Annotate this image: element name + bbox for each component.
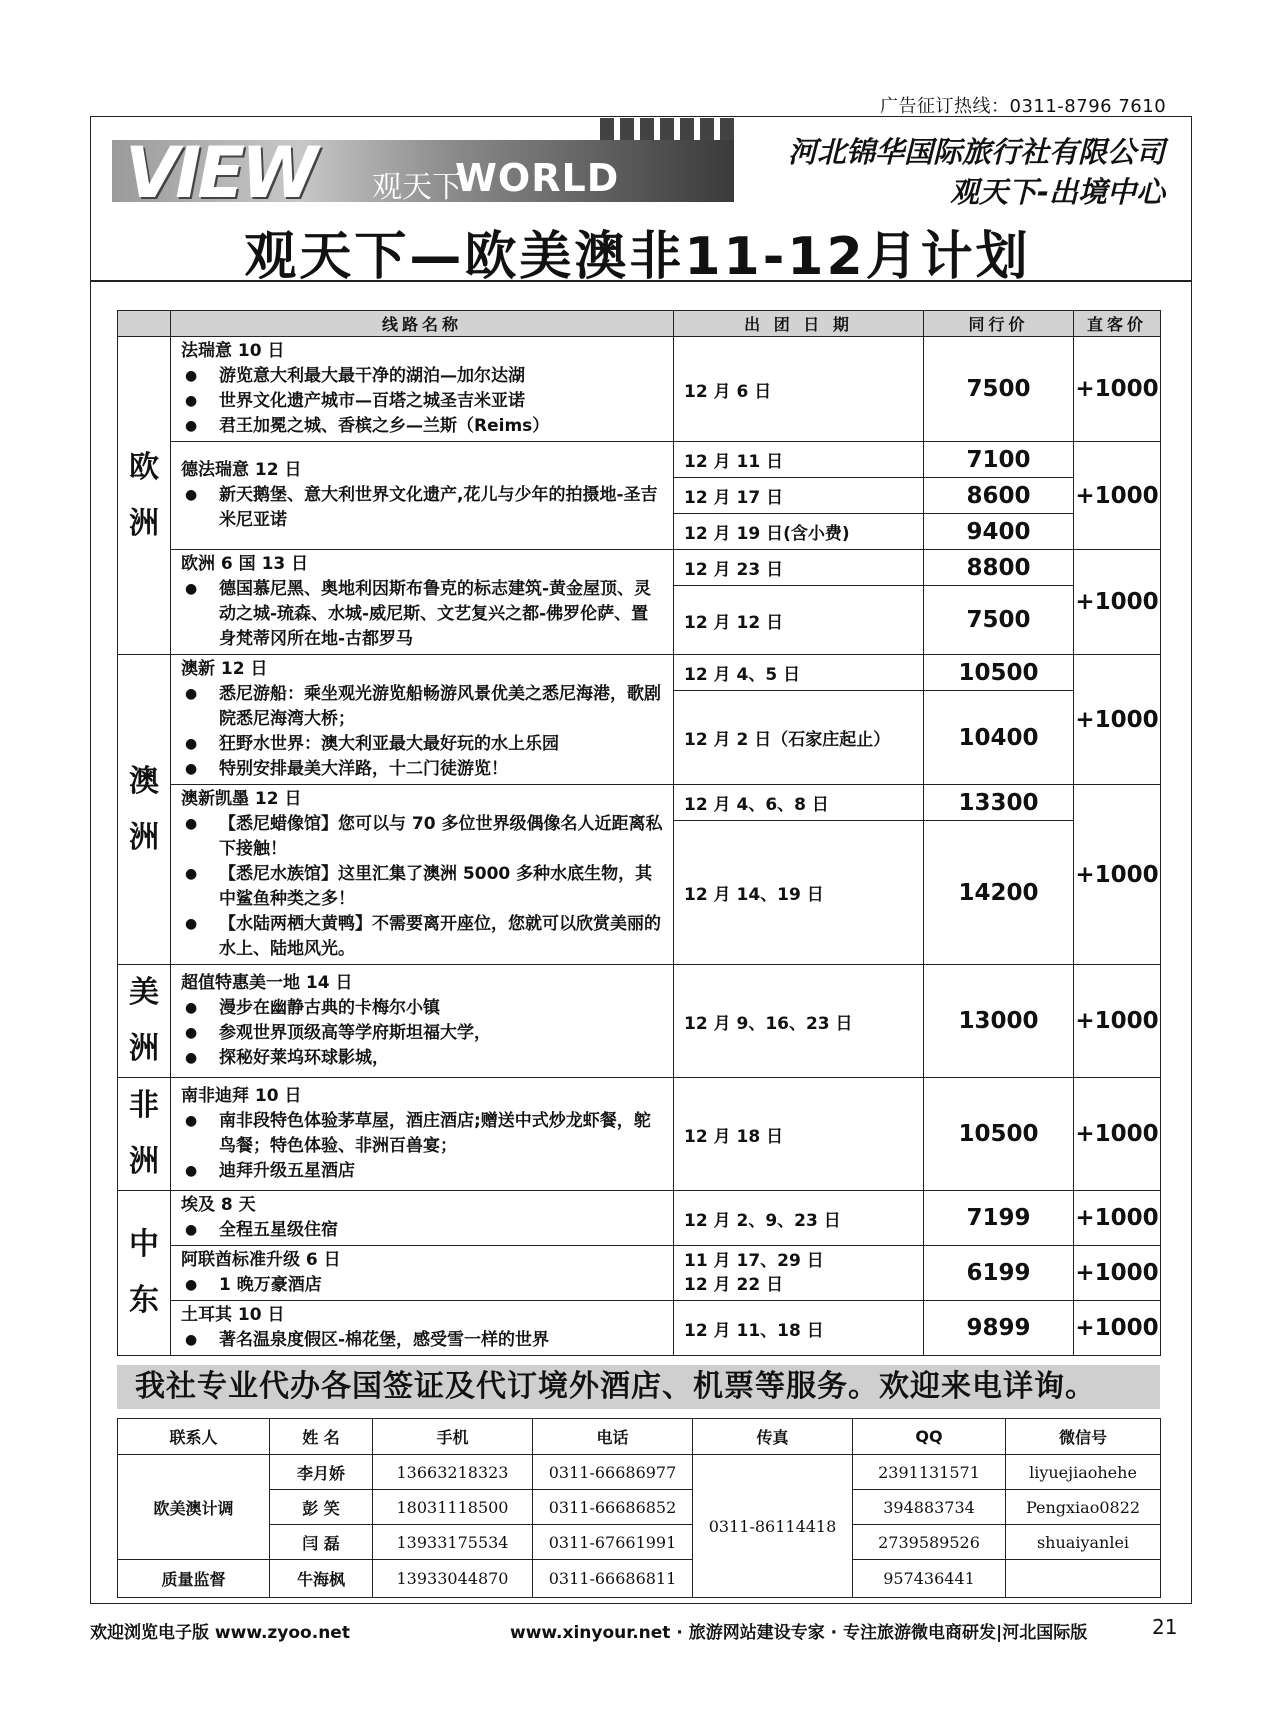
agency-block [788, 132, 1165, 212]
route-points [181, 1109, 663, 1184]
list-item: ● 1 晚万豪酒店 [181, 1273, 663, 1298]
route-name: 埃及 8 天 [181, 1195, 256, 1215]
direct-price: +1000 [1074, 442, 1161, 550]
route-cell [171, 442, 674, 550]
contact-wechat: liyuejiaohehe [1006, 1455, 1161, 1490]
table-row [118, 1301, 1161, 1356]
contact-qq: 394883734 [853, 1490, 1006, 1525]
route-name: 欧洲 6 国 13 日 [181, 554, 309, 574]
region-australia: 澳 洲 [118, 655, 171, 965]
route-cell [171, 337, 674, 442]
route-cell [171, 655, 674, 785]
list-item: ● 漫步在幽静古典的卡梅尔小镇 [181, 996, 663, 1021]
contact-role: 质量监督 [118, 1560, 270, 1598]
route-name: 超值特惠美一地 14 日 [181, 973, 353, 993]
direct-price: +1000 [1074, 1078, 1161, 1191]
route-points [181, 483, 663, 533]
table-row [118, 785, 1161, 821]
contact-name: 闫 磊 [270, 1525, 373, 1560]
header-name: 姓 名 [270, 1419, 373, 1455]
list-item: ● 参观世界顶级高等学府斯坦福大学， [181, 1021, 663, 1046]
route-points [181, 1273, 663, 1298]
route-points [181, 996, 663, 1071]
table-row [118, 1560, 1161, 1598]
logo-world-text: WORLD [455, 156, 620, 200]
agency-dept: 观天下-出境中心 [949, 175, 1165, 209]
region-america: 美 洲 [118, 965, 171, 1078]
table-row [118, 1191, 1161, 1246]
list-item: ● 【悉尼蜡像馆】您可以与 70 多位世界级偶像名人近距离私下接触！ [181, 812, 663, 862]
contact-mobile: 13663218323 [373, 1455, 533, 1490]
list-item: ● 特别安排最美大洋路，十二门徒游览！ [181, 757, 663, 782]
contact-phone: 0311-66686977 [533, 1455, 693, 1490]
contact-name: 牛海枫 [270, 1560, 373, 1598]
route-cell [171, 550, 674, 655]
header-trade-price: 同行价 [924, 311, 1074, 337]
page-title: 观天下—欧美澳非11-12月计划 [244, 227, 1031, 287]
list-item: ● 新天鹅堡、意大利世界文化遗产,花儿与少年的拍摄地-圣吉米尼亚诺 [181, 483, 663, 533]
trade-price: 9899 [924, 1301, 1074, 1356]
departure-date: 12 月 2、9、23 日 [674, 1191, 924, 1246]
contact-name: 李月娇 [270, 1455, 373, 1490]
list-item: ● 悉尼游船：乘坐观光游览船畅游风景优美之悉尼海港，歌剧院悉尼海湾大桥； [181, 682, 663, 732]
list-item: ● 游览意大利最大最干净的湖泊—加尔达湖 [181, 364, 663, 389]
list-item: ● 探秘好莱坞环球影城， [181, 1046, 663, 1071]
header-divider [90, 280, 1192, 282]
ad-hotline: 广告征订热线：0311-8796 7610 [880, 96, 1167, 117]
header-wechat: 微信号 [1006, 1419, 1161, 1455]
departure-date: 12 月 17 日 [674, 478, 924, 514]
contact-fax: 0311-86114418 [693, 1455, 853, 1598]
direct-price: +1000 [1074, 1246, 1161, 1301]
header-phone: 电话 [533, 1419, 693, 1455]
departure-date: 12 月 14、19 日 [674, 821, 924, 965]
header-route: 线路名称 [171, 311, 674, 337]
trade-price: 13300 [924, 785, 1074, 821]
route-points [181, 812, 663, 962]
departure-date: 12 月 23 日 [674, 550, 924, 586]
trade-price: 9400 [924, 514, 1074, 550]
route-points [181, 364, 663, 439]
route-cell [171, 965, 674, 1078]
route-cell [171, 1246, 674, 1301]
departure-date: 12 月 11 日 [674, 442, 924, 478]
route-name: 澳新 12 日 [181, 659, 268, 679]
table-row [118, 1455, 1161, 1490]
route-cell [171, 1078, 674, 1191]
trade-price: 10400 [924, 691, 1074, 785]
header-role: 联系人 [118, 1419, 270, 1455]
direct-price: +1000 [1074, 965, 1161, 1078]
trade-price: 7500 [924, 337, 1074, 442]
departure-date-line: 11 月 17、29 日 [684, 1251, 824, 1271]
contact-table [117, 1418, 1161, 1598]
logo-stripes [600, 118, 734, 140]
direct-price: +1000 [1074, 655, 1161, 785]
table-row [118, 442, 1161, 478]
header-corner [118, 311, 171, 337]
trade-price: 10500 [924, 1078, 1074, 1191]
visa-service-banner: 我社专业代办各国签证及代订境外酒店、机票等服务。欢迎来电详询。 [117, 1365, 1160, 1409]
contact-mobile: 18031118500 [373, 1490, 533, 1525]
list-item: ● 迪拜升级五星酒店 [181, 1159, 663, 1184]
list-item: ● 【悉尼水族馆】这里汇集了澳洲 5000 多种水底生物，其中鲨鱼种类之多！ [181, 862, 663, 912]
list-item: ● 君王加冕之城、香槟之乡—兰斯（Reims） [181, 414, 663, 439]
footer-left-link[interactable]: 欢迎浏览电子版 www.zyoo.net [90, 1623, 350, 1643]
contact-qq: 2391131571 [853, 1455, 1006, 1490]
region-europe: 欧 洲 [118, 337, 171, 655]
table-row [118, 1490, 1161, 1525]
route-name: 法瑞意 10 日 [181, 341, 285, 361]
itinerary-table [117, 310, 1161, 1356]
contact-qq: 2739589526 [853, 1525, 1006, 1560]
trade-price: 13000 [924, 965, 1074, 1078]
contact-wechat: Pengxiao0822 [1006, 1490, 1161, 1525]
header-date: 出 团 日 期 [674, 311, 924, 337]
table-row [118, 550, 1161, 586]
contact-qq: 957436441 [853, 1560, 1006, 1598]
contact-mobile: 13933044870 [373, 1560, 533, 1598]
list-item: ● 著名温泉度假区-棉花堡，感受雪一样的世界 [181, 1328, 663, 1353]
table-row [118, 655, 1161, 691]
trade-price: 8600 [924, 478, 1074, 514]
departure-date: 12 月 4、5 日 [674, 655, 924, 691]
departure-date: 12 月 2 日（石家庄起止） [674, 691, 924, 785]
agency-name: 河北锦华国际旅行社有限公司 [787, 135, 1165, 169]
contact-phone: 0311-66686852 [533, 1490, 693, 1525]
trade-price: 10500 [924, 655, 1074, 691]
direct-price: +1000 [1074, 1191, 1161, 1246]
direct-price: +1000 [1074, 337, 1161, 442]
departure-date: 12 月 6 日 [674, 337, 924, 442]
header-fax: 传真 [693, 1419, 853, 1455]
route-points [181, 577, 663, 652]
itinerary-header-row [118, 311, 1161, 337]
table-row [118, 1525, 1161, 1560]
departure-date: 12 月 4、6、8 日 [674, 785, 924, 821]
page-number: 21 [1152, 1615, 1178, 1639]
region-africa: 非 洲 [118, 1078, 171, 1191]
route-points [181, 1328, 663, 1353]
header-mobile: 手机 [373, 1419, 533, 1455]
trade-price: 7500 [924, 586, 1074, 655]
trade-price: 6199 [924, 1246, 1074, 1301]
list-item: ● 南非段特色体验茅草屋，酒庄酒店;赠送中式炒龙虾餐，鸵鸟餐；特色体验、非洲百兽宴； [181, 1109, 663, 1159]
contact-role: 欧美澳计调 [118, 1455, 270, 1560]
route-name: 南非迪拜 10 日 [181, 1086, 302, 1106]
route-cell [171, 1301, 674, 1356]
route-points [181, 682, 663, 782]
direct-price: +1000 [1074, 785, 1161, 965]
departure-date [674, 1246, 924, 1301]
list-item: ● 世界文化遗产城市—百塔之城圣吉米亚诺 [181, 389, 663, 414]
departure-date: 12 月 19 日(含小费) [674, 514, 924, 550]
departure-date: 12 月 9、16、23 日 [674, 965, 924, 1078]
trade-price: 8800 [924, 550, 1074, 586]
departure-date: 12 月 11、18 日 [674, 1301, 924, 1356]
contact-phone: 0311-67661991 [533, 1525, 693, 1560]
header-qq: QQ [853, 1419, 1006, 1455]
departure-date: 12 月 18 日 [674, 1078, 924, 1191]
list-item: ● 狂野水世界：澳大利亚最大最好玩的水上乐园 [181, 732, 663, 757]
departure-date-line: 12 月 22 日 [684, 1275, 784, 1295]
header-direct-price: 直客价 [1074, 311, 1161, 337]
route-name: 澳新凯墨 12 日 [181, 789, 302, 809]
region-mideast: 中 东 [118, 1191, 171, 1356]
departure-date: 12 月 12 日 [674, 586, 924, 655]
contact-wechat [1006, 1560, 1161, 1598]
route-points [181, 1218, 663, 1243]
direct-price: +1000 [1074, 550, 1161, 655]
contact-phone: 0311-66686811 [533, 1560, 693, 1598]
table-row [118, 1078, 1161, 1191]
route-cell [171, 785, 674, 965]
route-cell [171, 1191, 674, 1246]
trade-price: 14200 [924, 821, 1074, 965]
table-row [118, 965, 1161, 1078]
route-name: 德法瑞意 12 日 [181, 460, 302, 480]
contact-mobile: 13933175534 [373, 1525, 533, 1560]
list-item: ● 【水陆两栖大黄鸭】不需要离开座位，您就可以欣赏美丽的水上、陆地风光。 [181, 912, 663, 962]
table-row [118, 337, 1161, 442]
contact-wechat: shuaiyanlei [1006, 1525, 1161, 1560]
trade-price: 7100 [924, 442, 1074, 478]
route-name: 阿联酋标准升级 6 日 [181, 1250, 341, 1270]
trade-price: 7199 [924, 1191, 1074, 1246]
list-item: ● 德国慕尼黑、奥地利因斯布鲁克的标志建筑-黄金屋顶、灵动之城-琉森、水城-威尼斯、文艺复兴之都-佛罗伦萨、置身梵蒂冈所在地-古都罗马 [181, 577, 663, 652]
logo-view-text: VIEW [125, 132, 315, 214]
route-name: 土耳其 10 日 [181, 1305, 285, 1325]
footer-right-link[interactable]: www.xinyour.net · 旅游网站建设专家 · 专注旅游微电商研发|河北国际版 [510, 1623, 1088, 1643]
direct-price: +1000 [1074, 1301, 1161, 1356]
contact-header-row [118, 1419, 1161, 1455]
list-item: ● 全程五星级住宿 [181, 1218, 663, 1243]
contact-name: 彭 笑 [270, 1490, 373, 1525]
table-row [118, 1246, 1161, 1301]
logo-cn-text: 观天下 [372, 170, 462, 205]
